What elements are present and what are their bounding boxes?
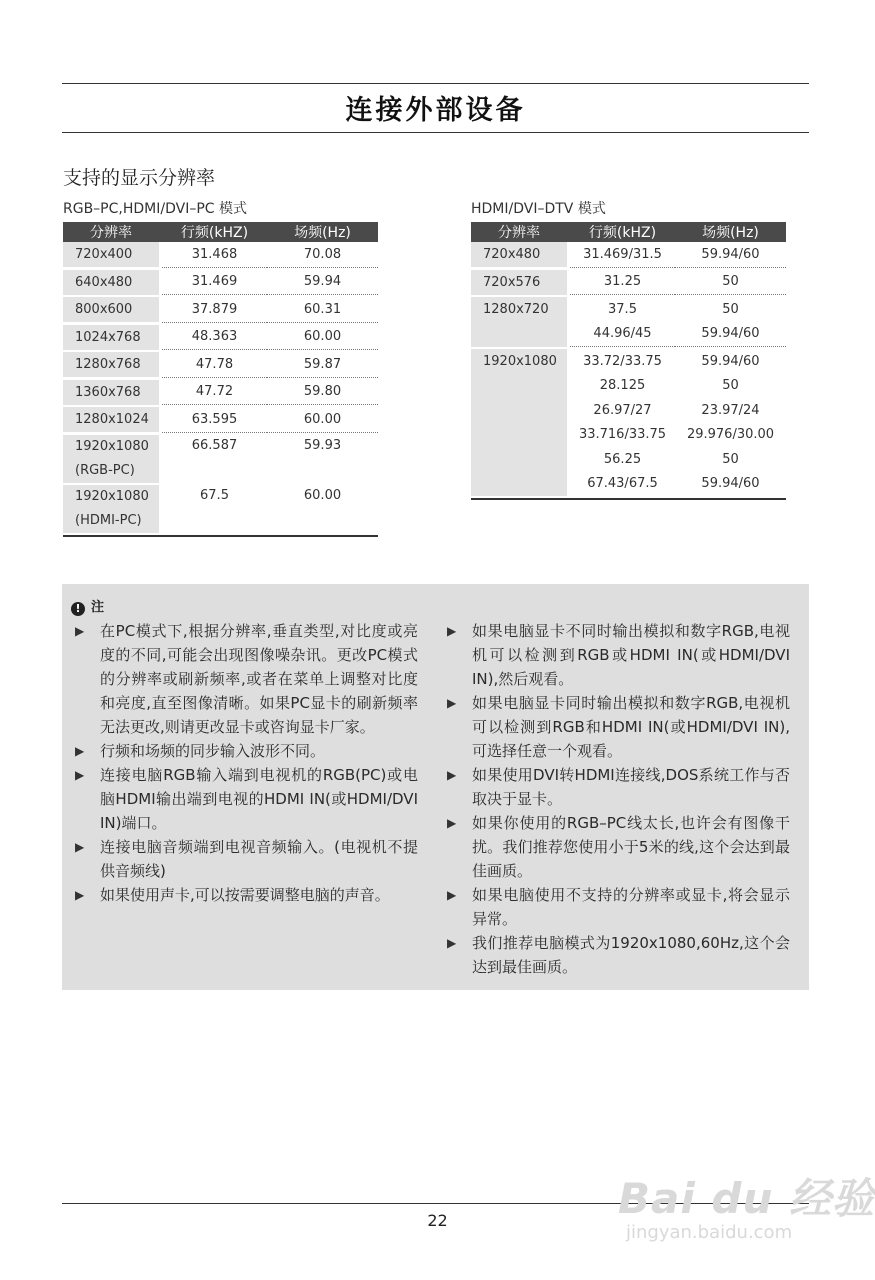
cell-v-freq: 50 xyxy=(675,270,786,295)
triangle-bullet-icon: ▶ xyxy=(75,768,85,782)
triangle-bullet-icon: ▶ xyxy=(75,624,85,638)
column-header-h-freq: 行频(kHZ) xyxy=(162,222,267,242)
cell-v-freq: 59.94/60 xyxy=(701,353,760,369)
note-item xyxy=(447,619,790,691)
cell-v-freq: 50 xyxy=(722,451,739,467)
triangle-bullet-icon: ▶ xyxy=(75,888,85,902)
dtv-resolution-table xyxy=(471,222,786,500)
column-header-h-freq: 行频(kHZ) xyxy=(570,222,675,242)
note-item xyxy=(447,691,790,763)
note-text: 行频和场频的同步输入波形不同。 xyxy=(100,742,326,760)
cell-h-freq: 37.5 xyxy=(608,301,637,317)
note-text: 我们推荐电脑模式为1920x1080,60Hz,这个会达到最佳画质。 xyxy=(472,934,790,976)
cell-resolution xyxy=(471,447,567,472)
pc-table-caption: RGB–PC,HDMI/DVI–PC 模式 xyxy=(63,201,247,217)
cell-resolution xyxy=(471,374,567,399)
cell-resolution: 720x576 xyxy=(471,270,567,295)
table-row xyxy=(63,325,378,350)
cell-h-freq: 31.25 xyxy=(570,270,675,295)
cell-resolution xyxy=(63,242,159,267)
dtv-table-caption: HDMI/DVI–DTV 模式 xyxy=(471,201,606,217)
table-row xyxy=(63,270,378,295)
cell-resolution: 1280x720 xyxy=(471,297,567,322)
cell-resolution xyxy=(471,398,567,423)
resolution-label: 800x600 xyxy=(75,302,133,317)
table-row xyxy=(471,472,786,497)
note-text: 如果使用DVI转HDMI连接线,DOS系统工作与否取决于显卡。 xyxy=(472,766,790,808)
title-underline xyxy=(62,132,809,133)
note-column-left xyxy=(75,619,418,907)
cell-resolution xyxy=(63,270,159,295)
cell-h-freq: 48.363 xyxy=(162,325,267,350)
note-text: 在PC模式下,根据分辨率,垂直类型,对比度或亮度的不同,可能会出现图像噪杂讯。更改PC模式的分辨率或刷新频率,或者在菜单上调整对比度和亮度,直至图像清晰。如果PC显卡的刷新频率无法更改,则请更改显卡或咨询显卡厂家。 xyxy=(100,622,418,736)
cell-resolution xyxy=(63,380,159,405)
cell-v-freq: 50 xyxy=(722,301,739,317)
note-text: 如果电脑显卡同时输出模拟和数字RGB,电视机可以检测到RGB和HDMI IN(或HDMI/DVI IN),可选择任意一个观看。 xyxy=(472,694,790,760)
cell-v-freq: 60.00 xyxy=(303,487,342,503)
table-row xyxy=(471,270,786,295)
watermark-url: jingyan.baidu.com xyxy=(626,1222,793,1243)
triangle-bullet-icon: ▶ xyxy=(75,744,85,758)
column-header-v-freq: 场频(Hz) xyxy=(267,222,378,242)
cell-resolution xyxy=(63,297,159,322)
cell-v-freq: 60.00 xyxy=(267,325,378,350)
note-item xyxy=(75,763,418,835)
section-heading: 支持的显示分辨率 xyxy=(63,167,216,189)
note-item xyxy=(75,739,418,763)
table-row xyxy=(471,423,786,448)
cell-h-freq: 33.72/33.75 xyxy=(583,353,662,369)
cell-h-freq: 47.72 xyxy=(162,380,267,405)
note-item xyxy=(447,883,790,931)
column-header-resolution: 分辨率 xyxy=(471,222,567,242)
cell-v-freq: 59.94/60 xyxy=(701,476,760,492)
table-row xyxy=(63,407,378,432)
watermark-logo xyxy=(618,1166,875,1243)
note-text: 如果使用声卡,可以按需要调整电脑的声音。 xyxy=(100,886,390,904)
table-row xyxy=(63,485,378,533)
note-column-right xyxy=(447,619,790,979)
cell-h-freq: 31.469 xyxy=(162,270,267,295)
note-label: 注 xyxy=(91,600,105,615)
note-box xyxy=(62,584,809,990)
cell-h-freq: 63.595 xyxy=(162,407,267,432)
cell-resolution xyxy=(63,325,159,350)
triangle-bullet-icon: ▶ xyxy=(447,816,457,830)
cell-v-freq: 29.976/30.00 xyxy=(686,427,775,443)
table-row xyxy=(63,435,378,483)
cell-resolution xyxy=(63,485,159,533)
table-row xyxy=(471,349,786,374)
cell-resolution xyxy=(63,407,159,432)
page-number: 22 xyxy=(427,1211,448,1230)
note-header xyxy=(71,596,104,616)
resolution-label: 1360x768 xyxy=(75,384,141,400)
note-item xyxy=(447,811,790,883)
table-row xyxy=(471,322,786,347)
cell-h-freq: 37.879 xyxy=(162,297,267,322)
table-row xyxy=(63,380,378,405)
cell-v-freq: 59.94/60 xyxy=(675,242,786,267)
resolution-sublabel: (RGB-PC) xyxy=(75,462,135,478)
table-row xyxy=(471,447,786,472)
watermark-main: Bai du 经验 xyxy=(618,1174,875,1223)
cell-h-freq: 47.78 xyxy=(162,352,267,377)
cell-resolution: 720x480 xyxy=(471,242,567,267)
cell-h-freq: 26.97/27 xyxy=(593,402,652,418)
resolution-label: 1920x1080 xyxy=(75,488,149,504)
table-row xyxy=(471,297,786,322)
resolution-label: 640x480 xyxy=(75,274,133,290)
cell-h-freq: 28.125 xyxy=(599,378,646,394)
note-text: 如果电脑使用不支持的分辨率或显卡,将会显示异常。 xyxy=(472,886,790,928)
note-item xyxy=(75,883,418,907)
triangle-bullet-icon: ▶ xyxy=(75,840,85,854)
cell-resolution: 1920x1080 xyxy=(471,349,567,374)
note-item xyxy=(447,931,790,979)
note-item xyxy=(75,619,418,739)
cell-v-freq: 59.94 xyxy=(267,270,378,295)
cell-h-freq: 67.5 xyxy=(200,487,229,503)
cell-v-freq: 59.94/60 xyxy=(675,322,786,347)
note-item xyxy=(75,835,418,883)
top-rule xyxy=(62,83,809,84)
pc-resolution-table xyxy=(63,222,378,537)
cell-resolution xyxy=(471,472,567,497)
cell-h-freq: 56.25 xyxy=(603,451,642,467)
triangle-bullet-icon: ▶ xyxy=(447,624,457,638)
resolution-label: 720x400 xyxy=(75,247,133,262)
note-text: 如果电脑显卡不同时输出模拟和数字RGB,电视机可以检测到RGB或HDMI IN(或HDMI/DVI IN),然后观看。 xyxy=(472,622,790,688)
triangle-bullet-icon: ▶ xyxy=(447,888,457,902)
resolution-label: 1280x1024 xyxy=(75,412,149,427)
table-row xyxy=(63,242,378,267)
resolution-label: 1920x1080 xyxy=(75,438,149,454)
column-header-resolution: 分辨率 xyxy=(63,222,159,242)
cell-v-freq: 23.97/24 xyxy=(701,402,760,418)
table-header-row xyxy=(63,222,378,242)
note-text: 如果你使用的RGB–PC线太长,也许会有图像干扰。我们推荐您使用小于5米的线,这个会达到最佳画质。 xyxy=(472,814,790,880)
cell-resolution xyxy=(471,322,567,347)
triangle-bullet-icon: ▶ xyxy=(447,936,457,950)
cell-h-freq: 31.469/31.5 xyxy=(570,242,675,267)
triangle-bullet-icon: ▶ xyxy=(447,696,457,710)
resolution-label: 1280x768 xyxy=(75,357,141,372)
cell-h-freq: 44.96/45 xyxy=(570,322,675,347)
exclamation-icon: ! xyxy=(71,602,85,616)
cell-v-freq: 59.87 xyxy=(267,352,378,377)
note-item xyxy=(447,763,790,811)
resolution-sublabel: (HDMI-PC) xyxy=(75,512,142,528)
cell-v-freq: 59.80 xyxy=(267,380,378,405)
cell-resolution xyxy=(63,435,159,483)
cell-h-freq: 31.468 xyxy=(162,242,267,267)
table-row xyxy=(471,242,786,267)
cell-h-freq: 66.587 xyxy=(191,437,238,453)
cell-h-freq: 67.43/67.5 xyxy=(587,476,658,492)
cell-h-freq: 33.716/33.75 xyxy=(578,427,667,443)
table-row xyxy=(471,374,786,399)
resolution-label: 1024x768 xyxy=(75,329,141,345)
note-text: 连接电脑音频端到电视音频输入。(电视机不提供音频线) xyxy=(100,838,418,880)
table-row xyxy=(63,352,378,377)
table-row xyxy=(63,297,378,322)
cell-v-freq: 60.00 xyxy=(267,407,378,432)
cell-v-freq: 59.93 xyxy=(303,437,342,453)
triangle-bullet-icon: ▶ xyxy=(447,768,457,782)
cell-resolution xyxy=(471,423,567,448)
cell-v-freq: 60.31 xyxy=(267,297,378,322)
table-header-row xyxy=(471,222,786,242)
page-title: 连接外部设备 xyxy=(345,95,526,126)
cell-v-freq: 70.08 xyxy=(267,242,378,267)
table-row xyxy=(471,398,786,423)
cell-v-freq: 50 xyxy=(722,378,739,394)
column-header-v-freq: 场频(Hz) xyxy=(675,222,786,242)
note-text: 连接电脑RGB输入端到电视机的RGB(PC)或电脑HDMI输出端到电视的HDMI IN(或HDMI/DVI IN)端口。 xyxy=(100,766,418,832)
cell-resolution xyxy=(63,352,159,377)
